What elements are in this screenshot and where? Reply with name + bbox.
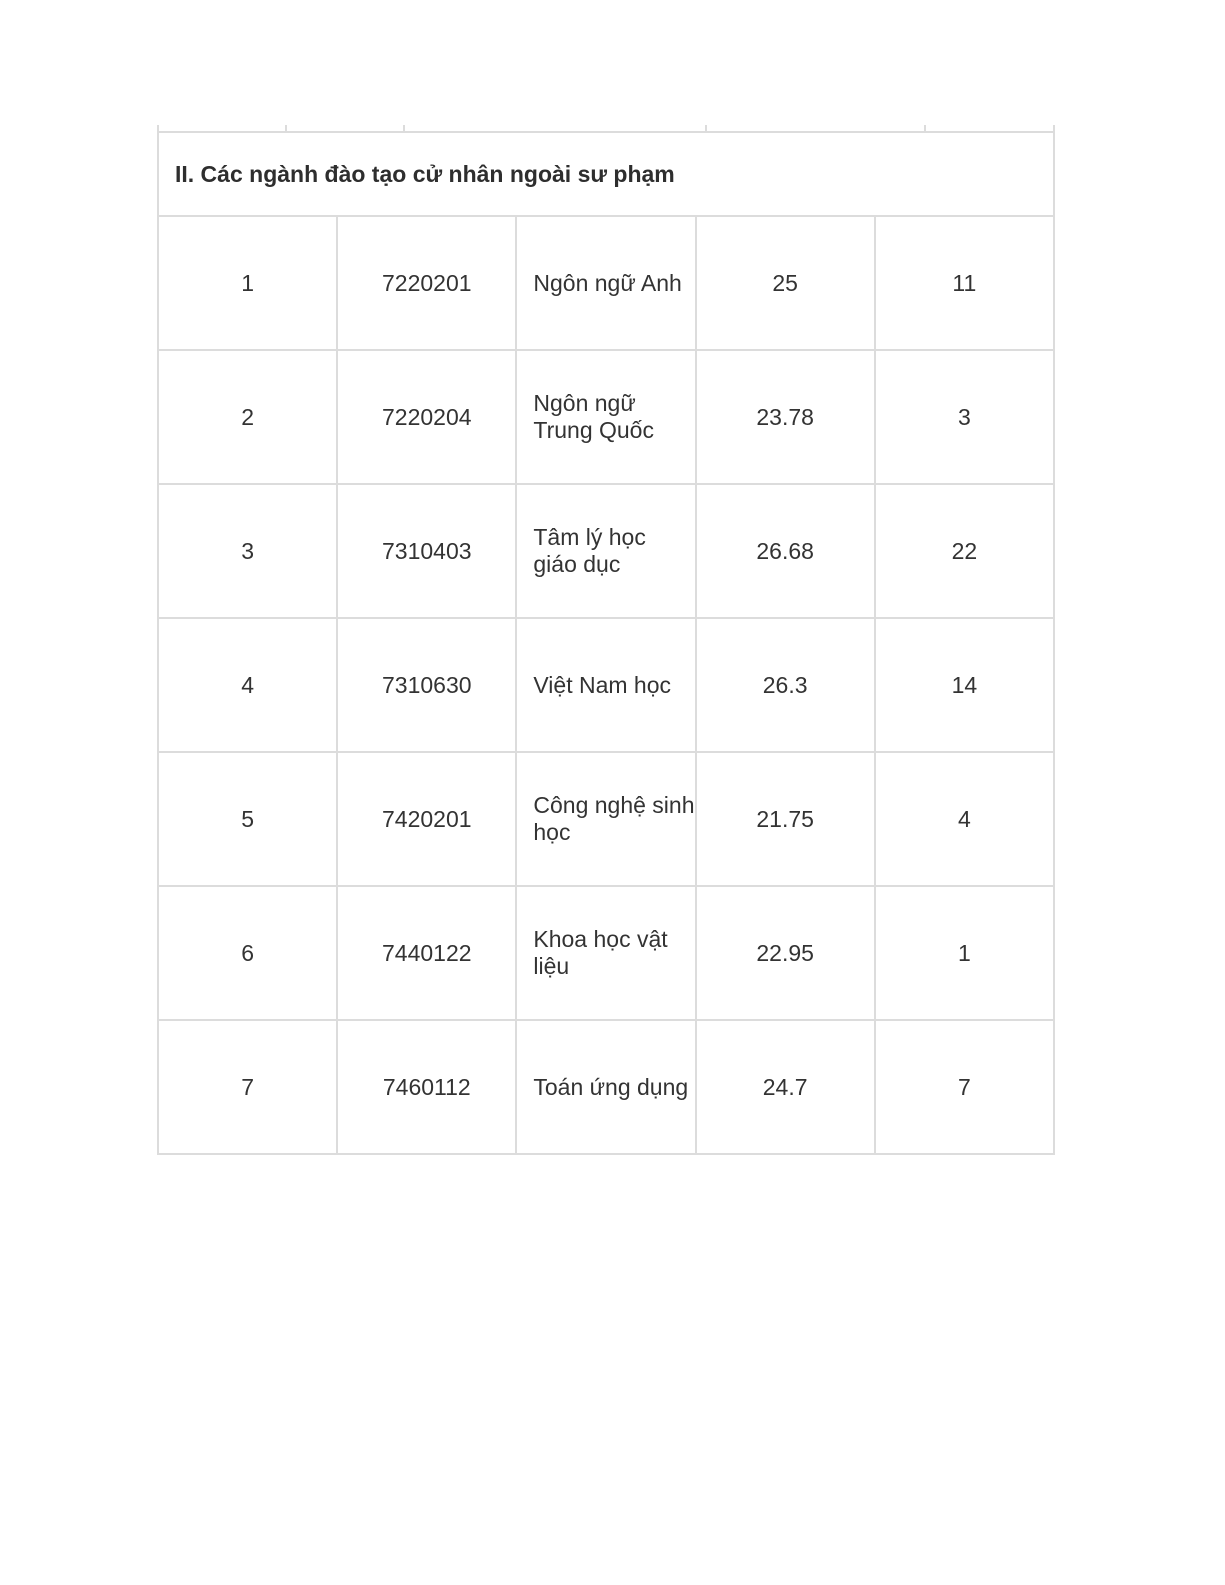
- major-name: Khoa học vật liệu: [516, 886, 695, 1020]
- quota-count: 22: [875, 484, 1054, 618]
- cutoff-score: 26.3: [696, 618, 875, 752]
- row-index: 1: [158, 216, 337, 350]
- quota-count: 14: [875, 618, 1054, 752]
- major-code: 7440122: [337, 886, 516, 1020]
- cutoff-score: 21.75: [696, 752, 875, 886]
- major-name: Công nghệ sinh học: [516, 752, 695, 886]
- major-name: Việt Nam học: [516, 618, 695, 752]
- column-divider: [705, 125, 707, 131]
- cutoff-score: 23.78: [696, 350, 875, 484]
- major-code: 7460112: [337, 1020, 516, 1154]
- admission-table: [157, 125, 1055, 1155]
- row-index: 2: [158, 350, 337, 484]
- cutoff-score: 26.68: [696, 484, 875, 618]
- major-name: Tâm lý học giáo dục: [516, 484, 695, 618]
- row-index: 6: [158, 886, 337, 1020]
- row-index: 3: [158, 484, 337, 618]
- major-name: Ngôn ngữ Trung Quốc: [516, 350, 695, 484]
- cutoff-score: 24.7: [696, 1020, 875, 1154]
- quota-count: 11: [875, 216, 1054, 350]
- row-index: 5: [158, 752, 337, 886]
- column-divider: [285, 125, 287, 131]
- major-name: Toán ứng dụng: [516, 1020, 695, 1154]
- table-row: [158, 752, 1054, 886]
- table-row: [158, 216, 1054, 350]
- cutoff-score: 25: [696, 216, 875, 350]
- row-index: 4: [158, 618, 337, 752]
- previous-table-edge: [157, 125, 1055, 131]
- column-divider: [403, 125, 405, 131]
- quota-count: 3: [875, 350, 1054, 484]
- quota-count: 4: [875, 752, 1054, 886]
- table-row: [158, 886, 1054, 1020]
- major-code: 7310403: [337, 484, 516, 618]
- section-title: II. Các ngành đào tạo cử nhân ngoài sư phạm: [158, 132, 1054, 216]
- table-row: [158, 618, 1054, 752]
- quota-count: 7: [875, 1020, 1054, 1154]
- major-code: 7220204: [337, 350, 516, 484]
- table-row: [158, 484, 1054, 618]
- quota-count: 1: [875, 886, 1054, 1020]
- major-name: Ngôn ngữ Anh: [516, 216, 695, 350]
- section-header-row: [158, 132, 1054, 216]
- major-code: 7220201: [337, 216, 516, 350]
- column-divider: [924, 125, 926, 131]
- major-code: 7310630: [337, 618, 516, 752]
- table-row: [158, 350, 1054, 484]
- major-code: 7420201: [337, 752, 516, 886]
- cutoff-score: 22.95: [696, 886, 875, 1020]
- majors-table: [157, 131, 1055, 1155]
- table-row: [158, 1020, 1054, 1154]
- row-index: 7: [158, 1020, 337, 1154]
